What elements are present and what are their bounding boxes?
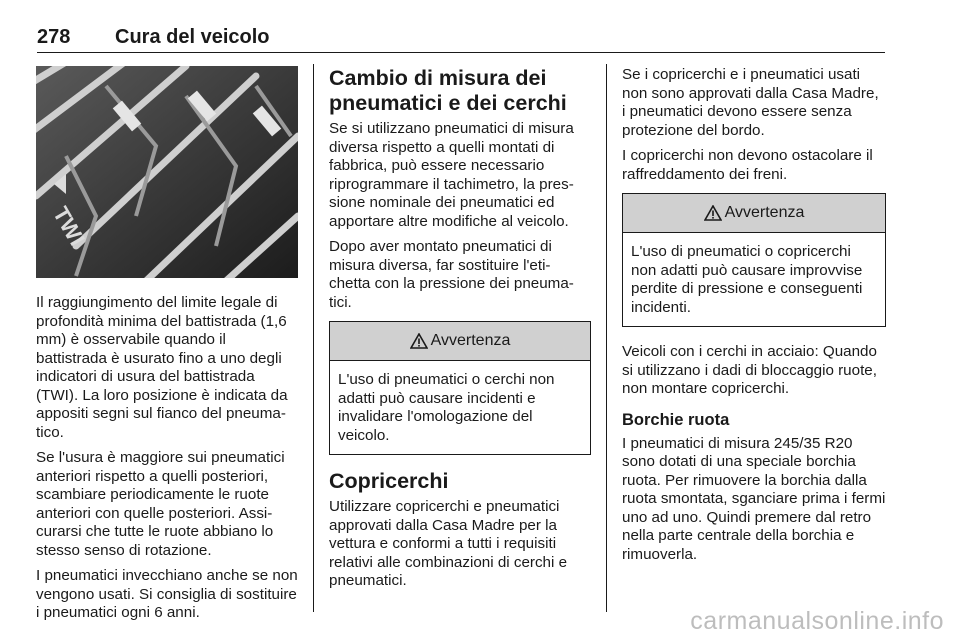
column-1 bbox=[36, 66, 298, 630]
paragraph: Veicoli con i cerchi in acciaio: Quando si utilizzano i dadi di bloccaggio ruote, non montare copricerchi. bbox=[622, 343, 877, 397]
warning-title: Avvertenza bbox=[430, 332, 511, 349]
heading-tyre-size-change: Cambio di misura dei pneumatici e dei cerchi bbox=[329, 66, 567, 115]
section-title: Cura del veicolo bbox=[115, 26, 270, 48]
warning-text: L'uso di pneumatici o copricerchi non adatti può causare improvvise perdite di pressione e conseguenti incidenti. bbox=[631, 243, 863, 316]
paragraph: Il raggiungimento del limite legale di profondità minima del battistrada (1,6 mm) è osservabile quando il battistrada è usurato fino a uno degli indicatori di usura del battistrada (TWI). La loro posizione è indicata da appositi segni sul fianco del pneuma-tico. bbox=[36, 294, 288, 441]
page-number: 278 bbox=[37, 26, 71, 48]
warning-header bbox=[623, 194, 885, 233]
column-2 bbox=[329, 66, 591, 598]
warning-title: Avvertenza bbox=[724, 204, 805, 221]
page-header bbox=[37, 26, 885, 53]
paragraph: Utilizzare copricerchi e pneumatici approvati dalla Casa Madre per la vettura e conformi a tutti i requisiti relativi alle combinazioni di cerchi e pneumatici. bbox=[329, 498, 568, 589]
warning-box bbox=[622, 193, 886, 327]
warning-text: L'uso di pneumatici o cerchi non adatti può causare incidenti e invalidare l'omologazione del veicolo. bbox=[338, 371, 555, 444]
warning-box bbox=[329, 321, 591, 455]
watermark: carmanualsonline.info bbox=[690, 607, 944, 635]
paragraph: I pneumatici invecchiano anche se non vengono usati. Si consiglia di sostituire i pneumatici ogni 6 anni. bbox=[36, 567, 298, 621]
paragraph: Se l'usura è maggiore sui pneumatici anteriori rispetto a quelli posteriori, scambiare periodicamente le ruote anteriori con quelle posteriori. Assi-curarsi che tutte le ruote abbiano lo stesso senso di rotazione. bbox=[36, 449, 285, 559]
paragraph: I pneumatici di misura 245/35 R20 sono dotati di una speciale borchia ruota. Per rimuovere la borchia dalla ruota smontata, sganciare prima i fermi uno ad uno. Quindi premere dal retro nella parte centrale della borchia e rimuoverla. bbox=[622, 434, 886, 563]
heading-hub-caps: Borchie ruota bbox=[622, 410, 730, 429]
paragraph: Dopo aver montato pneumatici di misura diversa, far sostituire l'eti-chetta con la pressione dei pneuma-tici. bbox=[329, 238, 574, 311]
twi-label: TWI bbox=[48, 202, 90, 250]
warning-header bbox=[330, 322, 590, 361]
warning-triangle-icon bbox=[410, 333, 428, 349]
column-3 bbox=[622, 66, 886, 571]
heading-wheel-covers: Copricerchi bbox=[329, 469, 449, 493]
column-divider bbox=[313, 64, 314, 612]
paragraph: Se si utilizzano pneumatici di misura diversa rispetto a quelli montati di fabbrica, può essere necessario riprogrammare il tachimetro, la pres-sione nominale dei pneumatici ed apportare altre modifiche al veicolo. bbox=[329, 120, 574, 230]
paragraph: I copricerchi non devono ostacolare il raffreddamento dei freni. bbox=[622, 147, 873, 183]
column-divider bbox=[606, 64, 607, 612]
tyre-tread-wear-indicator-icon bbox=[36, 66, 298, 278]
warning-triangle-icon bbox=[704, 205, 722, 221]
paragraph: Se i copricerchi e i pneumatici usati non sono approvati dalla Casa Madre, i pneumatici devono essere senza protezione del bordo. bbox=[622, 66, 879, 139]
